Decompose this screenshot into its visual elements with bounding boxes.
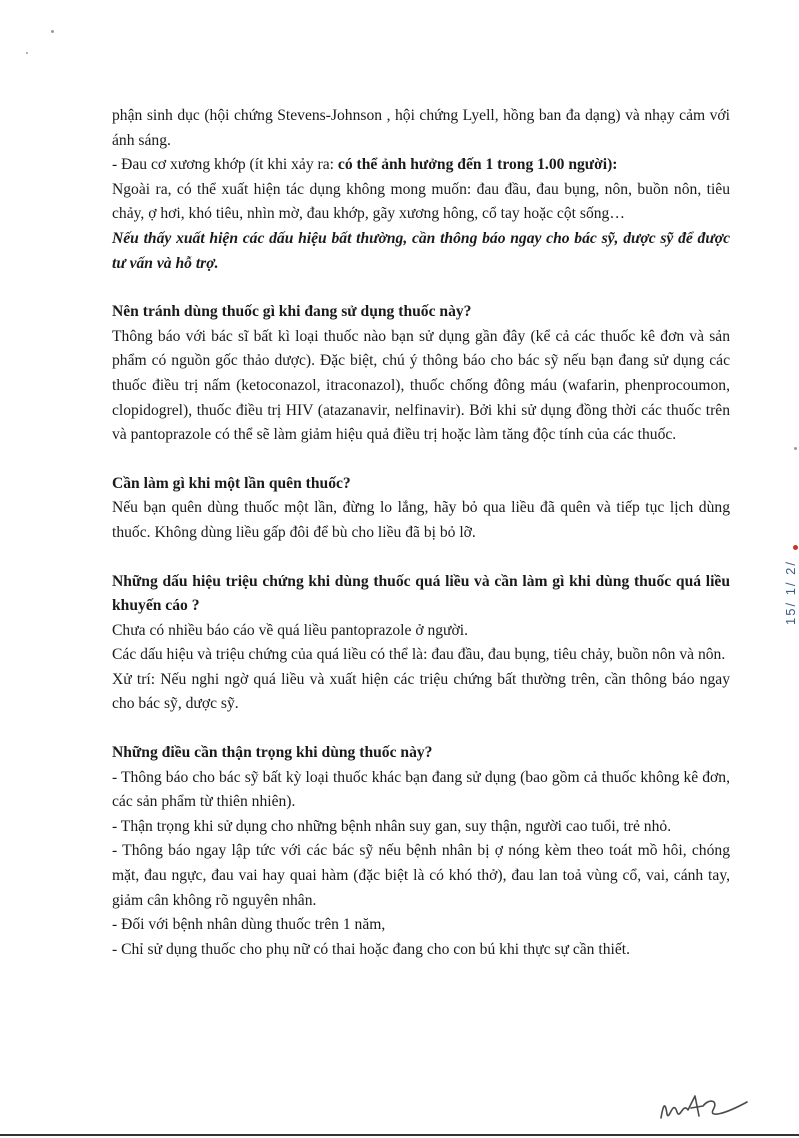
- paragraph: Nếu bạn quên dùng thuốc một lần, đừng lo lắng, hãy bỏ qua liều đã quên và tiếp tục lịch dùng thuốc. Không dùng liều gấp đôi để bù cho liều đã bị bỏ lỡ.: [112, 499, 730, 541]
- paragraph: Các dấu hiệu và triệu chứng của quá liều có thể là: đau đầu, đau bụng, tiêu chảy, buồn nôn và nôn.: [112, 646, 726, 664]
- paragraph: [112, 153, 730, 178]
- section-heading: Những dấu hiệu triệu chứng khi dùng thuốc quá liều và cần làm gì khi dùng thuốc quá liều khuyến cáo ?: [112, 572, 730, 615]
- paragraph: Xử trí: Nếu nghi ngờ quá liều và xuất hiện các triệu chứng bất thường trên, cần thông báo ngay cho bác sỹ, dược sỹ.: [112, 670, 730, 713]
- paragraph: Ngoài ra, có thể xuất hiện tác dụng không mong muốn: đau đầu, đau bụng, nôn, buồn nôn, tiêu chảy, ợ hơi, khó tiêu, nhìn mờ, đau khớp, gãy xương hông, cổ tay hoặc cột sống…: [112, 180, 730, 223]
- document-body: [112, 104, 730, 962]
- warning-note: Nếu thấy xuất hiện các dấu hiệu bất thường, cần thông báo ngay cho bác sỹ, dược sỹ để được tư vấn và hỗ trợ.: [112, 229, 730, 272]
- list-item: - Đối với bệnh nhân dùng thuốc trên 1 năm,: [112, 916, 386, 934]
- list-item: - Thông báo ngay lập tức với các bác sỹ nếu bệnh nhân bị ợ nóng kèm theo toát mồ hôi, chóng mặt, đau ngực, đau vai hay quai hàm (đặc biệt là có khó thở), đau lan toả vùng cổ, vai, cánh tay, giảm cân không rõ nguyên nhân.: [112, 842, 730, 909]
- emphasis-text: có thể ảnh hưởng đến 1 trong 1.00 người):: [337, 156, 618, 174]
- margin-handwriting: 15/ 1/ 2/: [783, 560, 798, 625]
- paragraph: phận sinh dục (hội chứng Stevens-Johnson , hội chứng Lyell, hồng ban đa dạng) và nhạy cảm với ánh sáng.: [112, 107, 730, 149]
- scan-speck: [793, 545, 798, 550]
- list-item: - Thận trọng khi sử dụng cho những bệnh nhân suy gan, suy thận, người cao tuổi, trẻ nhỏ.: [112, 817, 672, 835]
- list-item: - Thông báo cho bác sỹ bất kỳ loại thuốc khác bạn đang sử dụng (bao gồm cả thuốc không kê đơn, các sản phẩm từ thiên nhiên).: [112, 768, 730, 811]
- list-item: - Chỉ sử dụng thuốc cho phụ nữ có thai hoặc đang cho con bú khi thực sự cần thiết.: [112, 940, 630, 958]
- scan-speck: [26, 52, 28, 54]
- section-heading: Nên tránh dùng thuốc gì khi đang sử dụng thuốc này?: [112, 303, 472, 321]
- scan-speck: [51, 30, 54, 33]
- paragraph: Chưa có nhiều báo cáo về quá liều pantoprazole ở người.: [112, 621, 468, 639]
- section-heading: Cần làm gì khi một lần quên thuốc?: [112, 474, 351, 492]
- paragraph: Thông báo với bác sĩ bất kì loại thuốc nào bạn sử dụng gần đây (kể cả các thuốc kê đơn và sản phẩm có nguồn gốc thảo dược). Đặc biệt, chú ý thông báo cho bác sỹ nếu bạn đang sử dụng các thuốc điều trị nấm (ketoconazol, itraconazol), thuốc chống đông máu (wafarin, phenprocoumon, clopidogrel), thuốc điều trị HIV (atazanavir, nelfinavir). Bởi khi sử dụng đồng thời các thuốc trên và pantoprazole có thể sẽ làm giảm hiệu quả điều trị hoặc làm tăng độc tính của các thuốc.: [112, 327, 730, 444]
- page-edge-line: [0, 1134, 799, 1136]
- scan-speck: [794, 447, 797, 450]
- section-heading: Những điều cần thận trọng khi dùng thuốc này?: [112, 744, 433, 762]
- signature-mark: [655, 1088, 755, 1128]
- paragraph-text: - Đau cơ xương khớp (ít khi xảy ra:: [112, 156, 338, 174]
